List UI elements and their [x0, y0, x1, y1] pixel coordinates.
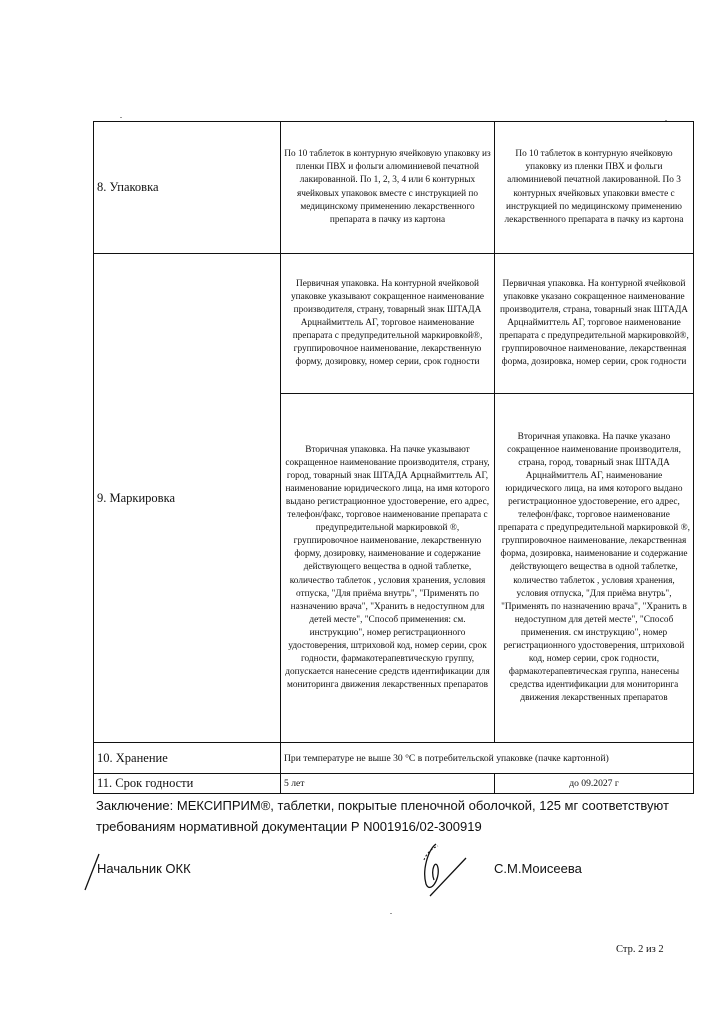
row-label-marking: 9. Маркировка: [94, 254, 281, 743]
table-row-packaging: [94, 122, 694, 254]
handwritten-signature-icon: [400, 840, 500, 900]
signatory-name: С.М.Моисеева: [494, 861, 582, 876]
marking-primary-requirement: Первичная упаковка. На контурной ячейковой упаковке указывают сокращенное наименование производителя, страну, товарный знак ШТАДА Арцнаймиттель АГ, торговое наименование препарата с предупредительной маркировкой®, группировочное наименование, лекарственную форму, дозировку, номер серии, срок годности: [281, 254, 495, 394]
packaging-requirement: По 10 таблеток в контурную ячейковую упаковку из пленки ПВХ и фольги алюминиевой печатной лакированной. По 1, 2, 3, 4 или 6 контурных ячейковых упаковок вместе с инструкцией по медицинскому применению лекарственного препарата в пачку из картона: [281, 122, 495, 254]
packaging-actual: По 10 таблеток в контурную ячейковую упаковку из пленки ПВХ и фольги алюминиевой печатной лакированной. По 3 контурных ячейковых упаковки вместе с инструкцией по медицинскому применению лекарственного препарата в пачку из картона: [495, 122, 694, 254]
table-row-storage: [94, 743, 694, 774]
row-label-packaging: 8. Упаковка: [94, 122, 281, 254]
scan-artifact: [665, 120, 667, 121]
row-label-storage: 10. Хранение: [94, 743, 281, 774]
shelf-life-requirement: 5 лет: [281, 774, 495, 794]
signatory-title: Начальник ОКК: [97, 861, 191, 876]
conclusion-line-1: Заключение: МЕКСИПРИМ®, таблетки, покрытые пленочной оболочкой, 125 мг соответствуют: [96, 798, 669, 813]
conclusion-text: [96, 795, 696, 837]
page-number: Стр. 2 из 2: [616, 944, 664, 955]
scan-artifact: [120, 117, 122, 118]
shelf-life-actual: до 09.2027 г: [495, 774, 694, 794]
specification-table: [93, 121, 694, 794]
table-row-shelf-life: [94, 774, 694, 794]
marking-primary-actual: Первичная упаковка. На контурной ячейковой упаковке указано сокращенное наименование производителя, страна, товарный знак ШТАДА Арцнаймиттель АГ, торговое наименование препарата с предупредительной маркировкой®, группировочное наименование, лекарственная форма, дозировка, номер серии, срок годности: [495, 254, 694, 394]
row-label-shelf-life: 11. Срок годности: [94, 774, 281, 794]
scan-artifact: [390, 913, 392, 914]
marking-secondary-actual: Вторичная упаковка. На пачке указано сокращенное наименование производителя, страна, город, товарный знак ШТАДА Арцнаймиттель АГ, наименование юридического лица, на имя которого выдано регистрационное удостоверение, его адрес, телефон/факс, торговое наименование препарата с предупредительной маркировкой ®, группировочное наименование, лекарственная форма, дозировка, наименование и содержание действующего вещества в одной таблетке, количество таблеток , условия хранения, условия отпуска, "Для приёма внутрь", "Применять по назначению врача", "Хранить в недоступном для детей месте", "Способ применения. см инструкцию", номер регистрационного удостоверения, штриховой код, номер серии, срок годности, фармакотерапевтическая группа, нанесены средства идентификации для мониторинга движения лекарственных препаратов: [495, 394, 694, 743]
table-row-marking-primary: [94, 254, 694, 394]
marking-secondary-requirement: Вторичная упаковка. На пачке указывают сокращенное наименование производителя, страну, город, товарный знак ШТАДА Арцнаймиттель АГ, наименование юридического лица, на имя которого выдано регистрационное удостоверение, его адрес, телефон/факс, торговое наименование препарата с предупредительной маркировкой ®, группировочное наименование, лекарственную форму, дозировку, наименование и содержание действующего вещества в одной таблетке, количество таблеток , условия хранения, условия отпуска, "Для приёма внутрь", "Применять по назначению врача", "Хранить в недоступном для детей месте", "Способ применения: см. инструкцию", номер регистрационного удостоверения, штриховой код, номер серии, срок годности, фармакотерапевтическую группу, допускается нанесение средств идентификации для мониторинга движения лекарственных препаратов: [281, 394, 495, 743]
conclusion-line-2: требованиям нормативной документации Р N001916/02-300919: [96, 819, 482, 834]
storage-conditions: При температуре не выше 30 °С в потребительской упаковке (пачке картонной): [281, 743, 694, 774]
